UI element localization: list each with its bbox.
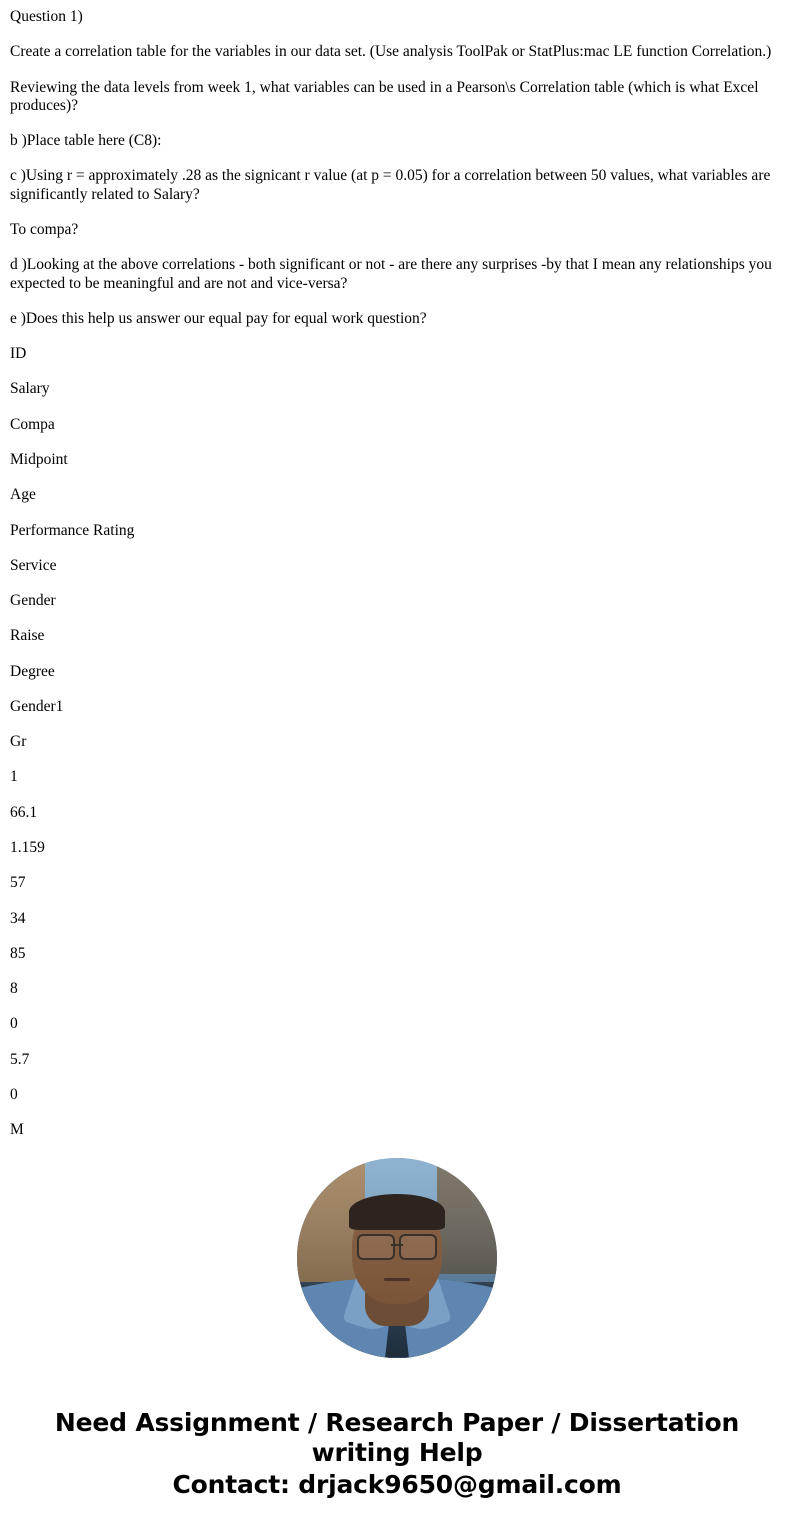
list-item: Age [10,486,36,504]
profile-photo-container [10,1158,784,1358]
photo-glasses-bridge [391,1244,403,1246]
list-item: Gender [10,592,56,610]
list-item: Performance Rating [10,521,135,539]
list-item: Compa [10,415,55,433]
list-item: 66.1 [10,803,38,821]
paragraph-task-c: c )Using r = approximately .28 as the signicant r value (at p = 0.05) for a correlation between 50 values, what variables are significantly related to Salary? [10,167,771,203]
photo-mouth [384,1278,410,1281]
list-item: Gr [10,733,27,751]
list-item: 85 [10,944,26,962]
list-item: 0 [10,1015,18,1033]
photo-wall-right [437,1158,497,1274]
list-item: 1 [10,768,18,786]
footer-contact-email: Contact: drjack9650@gmail.com [172,1469,622,1499]
photo-glasses-left [357,1234,395,1260]
list-item: 8 [10,980,18,998]
footer-contact-block [10,1408,784,1500]
list-item: 0 [10,1086,18,1103]
list-item: 57 [10,874,26,892]
list-item: Midpoint [10,450,68,468]
paragraph-task-d: d )Looking at the above correlations - both significant or not - are there any surprises -by that I mean any relationships you expected to be meaningful and are not and vice-versa? [10,256,772,292]
footer-offer-text: Need Assignment / Research Paper / Dissertation writing Help [54,1407,740,1467]
variable-label-list [10,345,784,751]
list-item: Degree [10,662,55,680]
list-item: 1.159 [10,839,45,857]
photo-glasses-right [399,1234,437,1260]
paragraph-question-number: Question 1) [10,8,83,25]
list-item: ID [10,345,27,363]
paragraph-task-e: e )Does this help us answer our equal pay for equal work question? [10,309,427,327]
list-item: Gender1 [10,697,64,715]
question-body [10,8,784,328]
paragraph-task-review: Reviewing the data levels from week 1, what variables can be used in a Pearson\s Correlation table (which is what Excel produces)? [10,78,759,114]
value-list [10,768,784,1139]
paragraph-to-compa: To compa? [10,220,79,238]
list-item: Raise [10,627,45,645]
list-item: M [10,1121,24,1139]
list-item: Service [10,556,57,574]
list-item: Salary [10,380,50,398]
paragraph-task-b: b )Place table here (C8): [10,132,162,150]
avatar [297,1158,497,1358]
list-item: 34 [10,909,26,927]
list-item: 5.7 [10,1050,30,1068]
paragraph-task-a: Create a correlation table for the variables in our data set. (Use analysis ToolPak or StatPlus:mac LE function Correlation.) [10,43,772,61]
photo-hair [349,1194,445,1230]
